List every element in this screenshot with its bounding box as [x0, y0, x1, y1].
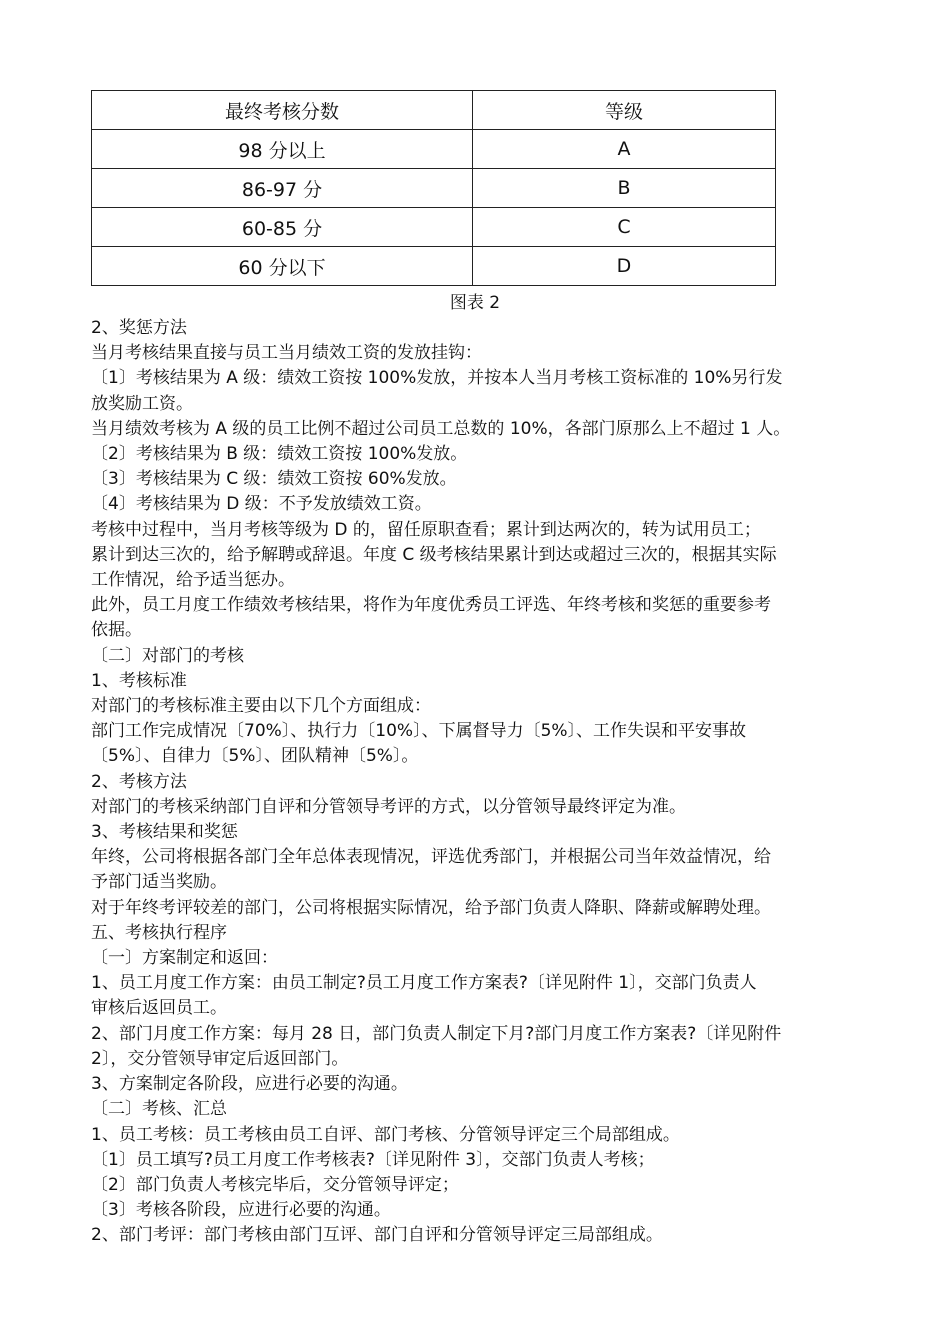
body-line: 依据。: [91, 620, 142, 641]
grade-cell: B: [473, 169, 776, 208]
table-caption: 图表 2: [449, 293, 501, 313]
score-cell: 60-85 分: [92, 208, 473, 247]
body-line: 〔二〕对部门的考核: [91, 645, 244, 666]
grade-table: [91, 90, 776, 286]
score-cell: 60 分以下: [92, 247, 473, 286]
grade-cell: A: [473, 130, 776, 169]
body-line: 累计到达三次的，给予解聘或辞退。年度 C 级考核结果累计到达或超过三次的，根据其实际: [91, 544, 777, 565]
grade-cell: C: [473, 208, 776, 247]
body-line: 予部门适当奖励。: [91, 872, 227, 893]
document-body: [91, 316, 863, 1249]
body-line: 部门工作完成情况〔70%〕、执行力〔10%〕、下属督导力〔5%〕、工作失误和平安事故: [91, 721, 747, 742]
body-line: 放奖励工资。: [91, 393, 193, 414]
body-line: 〔5%〕、自律力〔5%〕、团队精神〔5%〕。: [91, 746, 419, 767]
header-score: 最终考核分数: [92, 91, 473, 130]
body-line: 对部门的考核标准主要由以下几个方面组成：: [91, 696, 431, 717]
body-line: 〔一〕方案制定和返回：: [91, 948, 278, 969]
body-line: 对于年终考评较差的部门，公司将根据实际情况，给予部门负责人降职、降薪或解聘处理。: [91, 897, 771, 918]
body-line: 2、部门月度工作方案：每月 28 日，部门负责人制定下月?部门月度工作方案表?〔详见附件: [91, 1023, 782, 1044]
body-line: 1、考核标准: [91, 670, 187, 691]
body-line: 2、考核方法: [91, 771, 187, 792]
body-line: 当月考核结果直接与员工当月绩效工资的发放挂钩：: [91, 343, 482, 364]
score-cell: 98 分以上: [92, 130, 473, 169]
table-row: [92, 208, 776, 247]
header-grade: 等级: [473, 91, 776, 130]
body-line: 对部门的考核采纳部门自评和分管领导考评的方式，以分管领导最终评定为准。: [91, 796, 686, 817]
body-line: 〔3〕考核结果为 C 级：绩效工资按 60%发放。: [91, 469, 457, 490]
table-row: [92, 247, 776, 286]
body-line: 3、方案制定各阶段，应进行必要的沟通。: [91, 1074, 408, 1095]
body-line: 〔二〕考核、汇总: [91, 1099, 227, 1120]
body-line: 〔2〕考核结果为 B 级：绩效工资按 100%发放。: [91, 444, 468, 465]
body-line: 2、奖惩方法: [91, 318, 187, 338]
body-line: 此外，员工月度工作绩效考核结果，将作为年度优秀员工评选、年终考核和奖惩的重要参考: [91, 595, 771, 616]
score-cell: 86-97 分: [92, 169, 473, 208]
body-line: 2、部门考评：部门考核由部门互评、部门自评和分管领导评定三局部组成。: [91, 1225, 663, 1246]
grade-cell: D: [473, 247, 776, 286]
body-line: 1、员工月度工作方案：由员工制定?员工月度工作方案表?〔详见附件 1〕，交部门负责人: [91, 973, 757, 994]
body-line: 当月绩效考核为 A 级的员工比例不超过公司员工总数的 10%，各部门原那么上不超过 1 人。: [91, 418, 791, 439]
table-row: [92, 130, 776, 169]
body-line: 〔2〕部门负责人考核完毕后，交分管领导评定；: [91, 1174, 459, 1195]
table-row: [92, 169, 776, 208]
body-line: 3、考核结果和奖惩: [91, 822, 238, 843]
body-line: 2〕，交分管领导审定后返回部门。: [91, 1048, 349, 1069]
table-header-row: [92, 91, 776, 130]
body-line: 工作情况，给予适当惩办。: [91, 570, 295, 591]
body-line: 审核后返回员工。: [91, 998, 227, 1019]
body-line: 五、考核执行程序: [91, 922, 227, 943]
body-line: 〔3〕考核各阶段，应进行必要的沟通。: [91, 1200, 391, 1221]
body-line: 〔1〕考核结果为 A 级：绩效工资按 100%发放，并按本人当月考核工资标准的 10%另行发: [91, 368, 783, 389]
body-line: 〔4〕考核结果为 D 级：不予发放绩效工资。: [91, 494, 432, 515]
body-line: 年终，公司将根据各部门全年总体表现情况，评选优秀部门，并根据公司当年效益情况，给: [91, 847, 771, 868]
body-line: 1、员工考核：员工考核由员工自评、部门考核、分管领导评定三个局部组成。: [91, 1124, 680, 1145]
body-line: 〔1〕员工填写?员工月度工作考核表?〔详见附件 3〕，交部门负责人考核；: [91, 1149, 655, 1170]
body-line: 考核中过程中，当月考核等级为 D 的，留任原职查看；累计到达两次的，转为试用员工；: [91, 519, 761, 540]
